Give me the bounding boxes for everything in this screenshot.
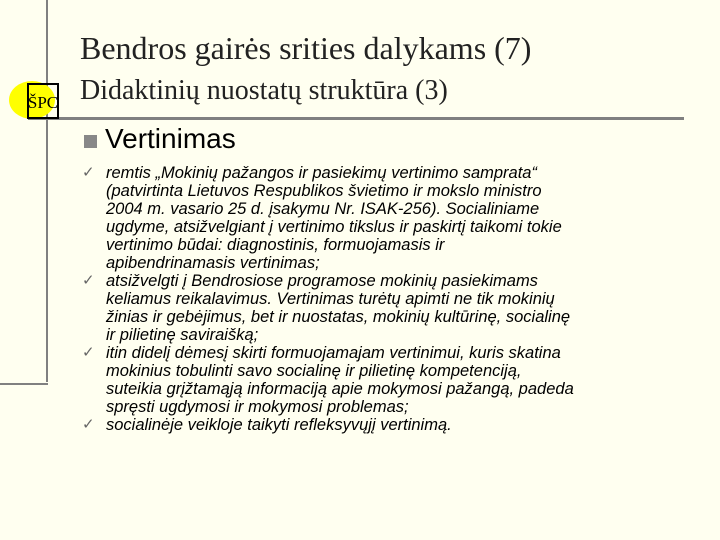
title-underline-rule (28, 117, 684, 120)
slide-title: Bendros gairės srities dalykams (7) (80, 30, 532, 66)
text-line: itin didelį dėmesį skirti formuojamajam vertinimui, kuris skatina (106, 344, 561, 362)
text-line: (patvirtinta Lietuvos Respublikos švietimo ir mokslo ministro (106, 182, 542, 200)
text-line: žinias ir gebėjimus, bet ir nuostatas, mokinių kultūrinę, socialinę (106, 308, 571, 326)
list-item-text (106, 344, 702, 416)
text-line: ir pilietinę saviraišką; (106, 326, 259, 344)
checkmark-icon: ✓ (82, 272, 95, 289)
list-item-text (106, 272, 702, 344)
text-line: socialinėje veikloje taikyti refleksyvųjį vertinimą. (106, 416, 452, 434)
checkmark-icon: ✓ (82, 344, 95, 361)
list-item (82, 272, 702, 344)
list-item-text (106, 416, 702, 434)
text-line: suteikia grįžtamąją informaciją apie mokymosi pažangą, padeda (106, 380, 574, 398)
square-bullet-icon (84, 135, 97, 148)
list-item-text (106, 164, 702, 272)
text-line: keliamus reikalavimus. Vertinimas turėtų apimti ne tik mokinių (106, 290, 555, 308)
svg-text:ŠPC: ŠPC (27, 93, 59, 112)
text-line: apibendrinamasis vertinimas; (106, 254, 320, 272)
list-item (82, 164, 702, 272)
text-line: mokinius tobulinti savo socialinę ir pilietinę kompetenciją, (106, 362, 522, 380)
slide-subtitle: Didaktinių nuostatų struktūra (3) (80, 75, 448, 106)
left-vertical-rule (46, 0, 48, 382)
section-heading-label: Vertinimas (105, 123, 236, 154)
text-line: ugdyme, atsižvelgiant į vertinimo tikslus ir paskirtį taikomi tokie (106, 218, 562, 236)
checkmark-icon: ✓ (82, 164, 95, 181)
checkmark-icon: ✓ (82, 416, 95, 433)
list-item (82, 416, 702, 434)
text-line: atsižvelgti į Bendrosiose programose mokinių pasiekimams (106, 272, 538, 290)
bullet-list (82, 164, 702, 434)
list-item (82, 344, 702, 416)
left-horizontal-rule (0, 383, 48, 385)
spc-logo-icon (8, 72, 70, 122)
text-line: remtis „Mokinių pažangos ir pasiekimų vertinimo samprata“ (106, 164, 537, 182)
section-heading (84, 123, 236, 155)
text-line: spręsti ugdymosi ir mokymosi problemas; (106, 398, 409, 416)
text-line: vertinimo būdai: diagnostinis, formuojamasis ir (106, 236, 445, 254)
text-line: 2004 m. vasario 25 d. įsakymu Nr. ISAK-256). Socialiniame (106, 200, 540, 218)
